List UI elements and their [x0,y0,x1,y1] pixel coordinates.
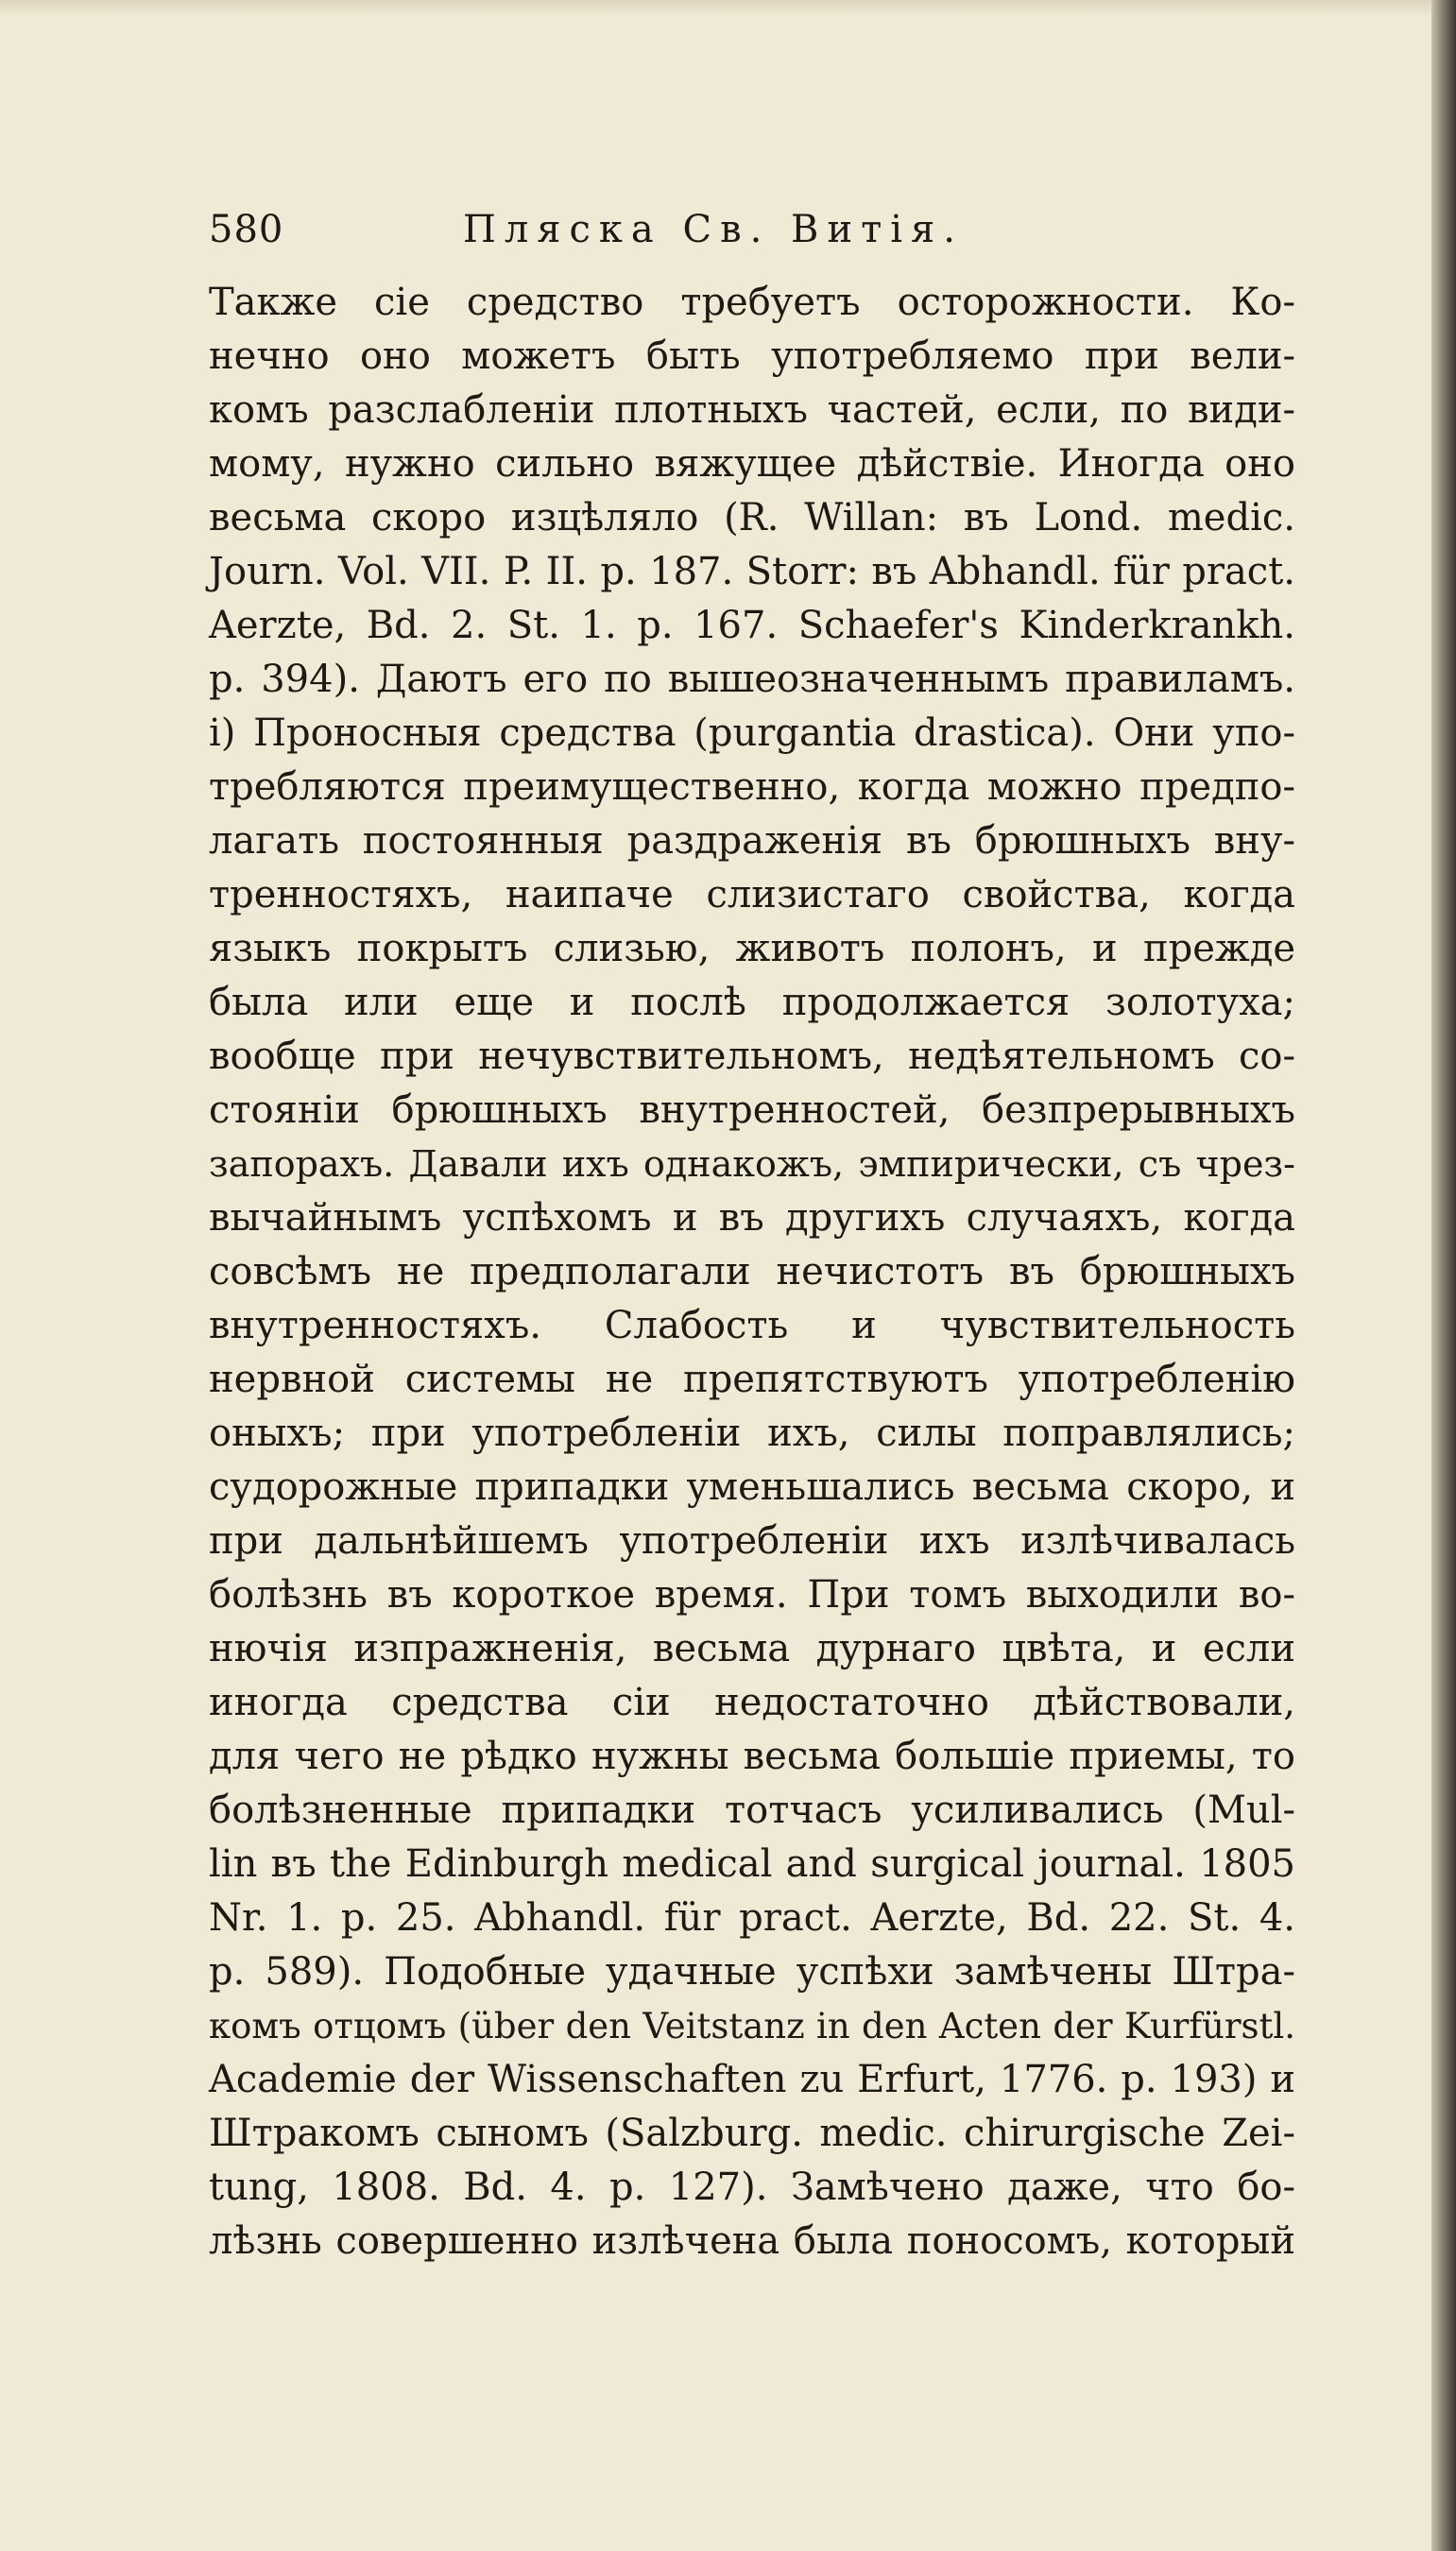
text-line: p. 394). Даютъ его по вышеозначеннымъ правиламъ. [209,658,1295,701]
text-line: болѣзнь въ короткое время. При томъ выходили во- [209,1573,1295,1617]
text-line: весьма скоро изцѣляло (R. Willan: въ Lond. medic. [209,496,1295,539]
text-line: Aerzte, Bd. 2. St. 1. p. 167. Schaefer's Kinderkrankh. [209,604,1295,647]
text-line: Journ. Vol. VII. P. II. p. 187. Storr: въ Abhandl. für pract. [209,550,1295,593]
text-line: нечно оно можетъ быть употребляемо при вели- [209,334,1295,378]
text-line: для чего не рѣдко нужны весьма большіе приемы, то [209,1735,1295,1778]
text-line: i) Проносныя средства (purgantia drastica). Они упо- [209,711,1295,755]
text-line: иногда средства сіи недостаточно дѣйствовали, [209,1681,1295,1724]
page-top-shadow [0,0,1456,17]
text-line: оныхъ; при употребленіи ихъ, силы поправлялись; [209,1412,1295,1455]
page-number: 580 [209,208,284,251]
text-line: комъ разслабленіи плотныхъ частей, если, по види- [209,388,1295,432]
text-line: Academie der Wissenschaften zu Erfurt, 1776. p. 193) и [209,2058,1295,2101]
text-line: лагать постоянныя раздраженія въ брюшныхъ вну- [209,819,1295,863]
text-line: вообще при нечувствительномъ, недѣятельномъ со- [209,1035,1295,1078]
text-line: при дальнѣйшемъ употребленіи ихъ излѣчивалась [209,1519,1295,1563]
text-line: совсѣмъ не предполагали нечистотъ въ брюшныхъ [209,1250,1295,1293]
text-line: lin въ the Edinburgh medical and surgical journal. 1805 [209,1842,1295,1886]
text-line: мому, нужно сильно вяжущее дѣйствіе. Иногда оно [209,442,1295,486]
text-line: внутренностяхъ. Слабость и чувствительность [209,1304,1295,1347]
text-line: судорожные припадки уменьшались весьма скоро, и [209,1465,1295,1509]
text-line: p. 589). Подобные удачные успѣхи замѣчены Штра- [209,1950,1295,1994]
text-line: требляются преимущественно, когда можно предпо- [209,765,1295,809]
text-line: запорахъ. Давали ихъ однакожъ, эмпирически, съ чрез- [209,1143,1295,1185]
text-line: tung, 1808. Bd. 4. p. 127). Замѣчено даже, что бо- [209,2166,1295,2209]
text-line: Штракомъ сыномъ (Salzburg. medic. chirurgische Zei- [209,2112,1295,2155]
text-line: Nr. 1. p. 25. Abhandl. für pract. Aerzte, Bd. 22. St. 4. [209,1896,1295,1940]
body-text [209,276,1295,2269]
text-line: была или еще и послѣ продолжается золотуха; [209,981,1295,1024]
text-line: Также сіе средство требуетъ осторожности. Ко- [209,281,1295,324]
text-line: лѣзнь совершенно излѣчена была поносомъ, который [209,2219,1295,2263]
page-binding-edge [1431,0,1456,2551]
text-line: болѣзненные припадки тотчасъ усиливались (Mul- [209,1789,1295,1832]
running-head: Пляска Св. Витія. [463,208,964,251]
text-line: комъ отцомъ (über den Veitstanz in den Acten der Kurfürstl. [209,2006,1295,2046]
text-line: стояніи брюшныхъ внутренностей, безпрерывныхъ [209,1088,1295,1132]
text-line: вычайнымъ успѣхомъ и въ другихъ случаяхъ, когда [209,1196,1295,1240]
text-line: нервной системы не препятствуютъ употребленію [209,1358,1295,1401]
text-line: тренностяхъ, наипаче слизистаго свойства, когда [209,873,1295,916]
text-line: языкъ покрытъ слизью, животъ полонъ, и прежде [209,927,1295,970]
text-line: нючія изпражненія, весьма дурнаго цвѣта, и если [209,1627,1295,1670]
